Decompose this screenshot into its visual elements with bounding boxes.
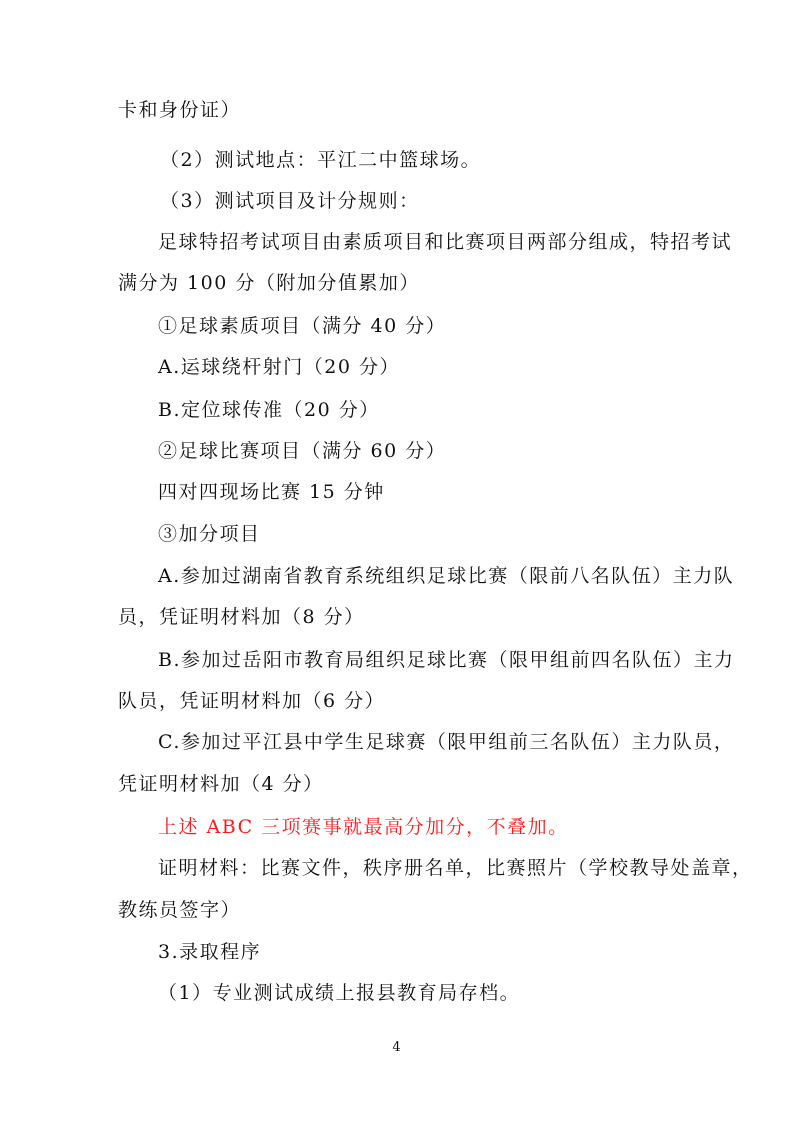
paragraph-line: ②足球比赛项目（满分 60 分） bbox=[158, 440, 447, 462]
paragraph-line: B.定位球传准（20 分） bbox=[158, 399, 380, 421]
section-heading: 3.录取程序 bbox=[158, 941, 262, 963]
paragraph-line: 队员，凭证明材料加（6 分） bbox=[118, 690, 386, 712]
paragraph-line: 证明材料：比赛文件，秩序册名单，比赛照片（学校教导处盖章， bbox=[158, 857, 753, 879]
paragraph-line: B.参加过岳阳市教育局组织足球比赛（限甲组前四名队伍）主力 bbox=[158, 649, 735, 671]
paragraph-line: 教练员签字） bbox=[118, 899, 242, 921]
paragraph-line: 足球特招考试项目由素质项目和比赛项目两部分组成，特招考试 bbox=[158, 231, 733, 253]
paragraph-line: 四对四现场比赛 15 分钟 bbox=[158, 481, 385, 503]
paragraph-line: ①足球素质项目（满分 40 分） bbox=[158, 315, 447, 337]
paragraph-line: 满分为 100 分（附加分值累加） bbox=[118, 272, 420, 294]
paragraph-line: （1）专业测试成绩上报县教育局存档。 bbox=[158, 982, 521, 1004]
page-number: 4 bbox=[392, 1040, 401, 1055]
paragraph-line: （2）测试地点：平江二中篮球场。 bbox=[160, 149, 482, 171]
paragraph-line: A.运球绕杆射门（20 分） bbox=[158, 356, 400, 378]
highlighted-note: 上述 ABC 三项赛事就最高分加分，不叠加。 bbox=[158, 816, 569, 838]
paragraph-line: ③加分项目 bbox=[158, 523, 261, 545]
paragraph-line: C.参加过平江县中学生足球赛（限甲组前三名队伍）主力队员， bbox=[158, 731, 735, 753]
paragraph-line: （3）测试项目及计分规则： bbox=[160, 190, 420, 212]
paragraph-line: A.参加过湖南省教育系统组织足球比赛（限前八名队伍）主力队 bbox=[158, 565, 735, 587]
paragraph-line: 卡和身份证） bbox=[118, 99, 242, 121]
paragraph-line: 员，凭证明材料加（8 分） bbox=[118, 606, 365, 628]
paragraph-line: 凭证明材料加（4 分） bbox=[118, 773, 324, 795]
